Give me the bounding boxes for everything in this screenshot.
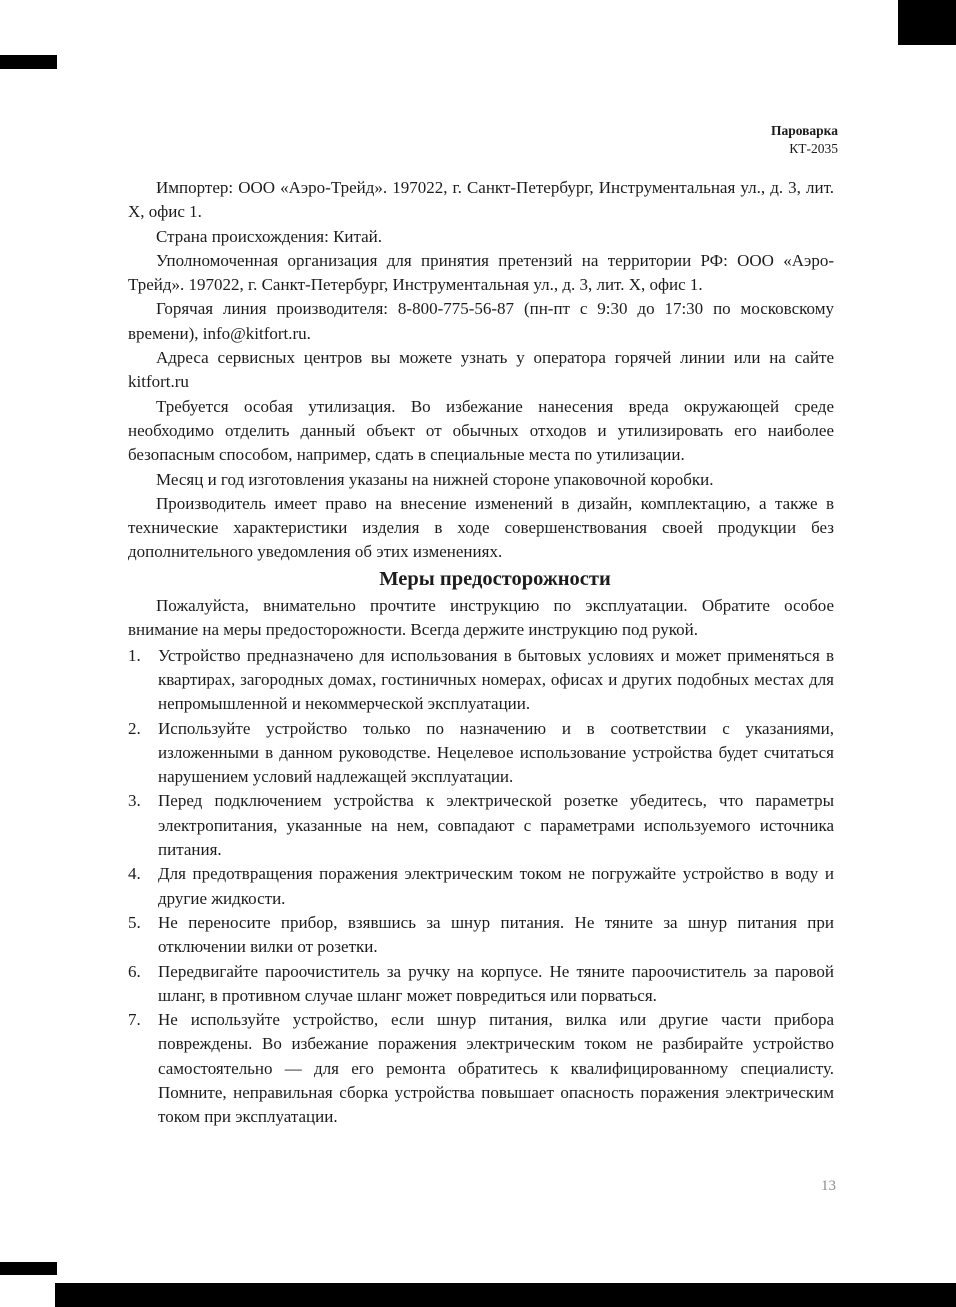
print-mark-top-right <box>898 0 956 45</box>
paragraph-service-centers: Адреса сервисных центров вы можете узнать у оператора горячей линии или на сайте kitfort.ru <box>128 348 834 392</box>
list-item <box>128 644 834 717</box>
product-name: Пароварка <box>770 123 838 138</box>
list-item-text: Для предотвращения поражения электрическим током не погружайте устройство в воду и другие жидкости. <box>158 864 834 908</box>
list-item-text: Используйте устройство только по назначению и в соответствии с указаниями, изложенными в данном руководстве. Нецелевое использование устройства будет считаться нарушением условий надлежащей эксплуатации. <box>158 718 834 787</box>
safety-list <box>128 644 834 1130</box>
print-mark-bottom-bar <box>55 1283 956 1307</box>
list-item <box>128 862 834 911</box>
page-number: 13 <box>821 1178 836 1194</box>
list-item-text: Передвигайте пароочиститель за ручку на корпусе. Не тяните пароочиститель за паровой шланг, в противном случае шланг может повредиться или порваться. <box>158 961 834 1005</box>
paragraph-hotline: Горячая линия производителя: 8-800-775-56-87 (пн-пт с 9:30 до 17:30 по московскому времени), info@kitfort.ru. <box>128 299 834 343</box>
page-content <box>128 176 834 1130</box>
running-header <box>771 122 838 158</box>
list-item-number: 2. <box>128 718 141 738</box>
print-mark-bottom-left <box>0 1262 57 1275</box>
list-item-text: Перед подключением устройства к электрической розетке убедитесь, что параметры электропитания, указанные на нем, совпадают с параметрами используемого источника питания. <box>158 791 834 860</box>
section-title: Меры предосторожности <box>379 567 611 590</box>
list-item-text: Устройство предназначено для использования в бытовых условиях и может применяться в квартирах, загородных домах, гостиничных номерах, офисах и других подобных местах для непромышленной и некоммерческой эксплуатации. <box>158 645 834 714</box>
paragraph-country: Страна происхождения: Китай. <box>156 226 383 246</box>
list-item-number: 6. <box>128 961 141 981</box>
list-item-number: 4. <box>128 864 141 884</box>
list-item <box>128 960 834 1009</box>
list-item-number: 1. <box>128 645 141 665</box>
list-item-number: 3. <box>128 791 141 811</box>
paragraph-authorized-org: Уполномоченная организация для принятия претензий на территории РФ: ООО «Аэро-Трейд». 197022, г. Санкт-Петербург, Инструментальная ул., д. 3, лит. Х, офис 1. <box>128 250 834 295</box>
model-number: КТ-2035 <box>789 141 838 157</box>
list-item <box>128 1008 834 1129</box>
list-item-number: 7. <box>128 1010 141 1030</box>
list-item-text: Не переносите прибор, взявшись за шнур питания. Не тяните за шнур питания при отключении вилки от розетки. <box>158 912 834 957</box>
safety-intro: Пожалуйста, внимательно прочтите инструкцию по эксплуатации. Обратите особое внимание на меры предосторожности. Всегда держите инструкцию под рукой. <box>128 596 834 640</box>
paragraph-disposal: Требуется особая утилизация. Во избежание нанесения вреда окружающей среде необходимо отделить данный объект от обычных отходов и утилизировать его наиболее безопасным способом, например, сдать в специальные места по утилизации. <box>128 396 834 465</box>
print-mark-top-left <box>0 55 57 69</box>
list-item <box>128 911 834 960</box>
list-item-number: 5. <box>128 912 141 932</box>
list-item <box>128 717 834 790</box>
paragraph-manufacture-date: Месяц и год изготовления указаны на нижней стороне упаковочной коробки. <box>156 469 714 489</box>
list-item-text: Не используйте устройство, если шнур питания, вилка или другие части прибора повреждены. Во избежание поражения электрическим током не разбирайте устройство самостоятельно — для его ремонта обратитесь к квалифицированному специалисту. Помните, неправильная сборка устройства повышает опасность поражения электрическим током при эксплуатации. <box>158 1010 834 1127</box>
paragraph-manufacturer-rights: Производитель имеет право на внесение изменений в дизайн, комплектацию, а также в технические характеристики изделия в ходе совершенствования своей продукции без дополнительного уведомления об этих изменениях. <box>128 493 834 562</box>
paragraph-importer: Импортер: ООО «Аэро-Трейд». 197022, г. Санкт-Петербург, Инструментальная ул., д. 3, лит. Х, офис 1. <box>128 178 834 222</box>
list-item <box>128 789 834 862</box>
